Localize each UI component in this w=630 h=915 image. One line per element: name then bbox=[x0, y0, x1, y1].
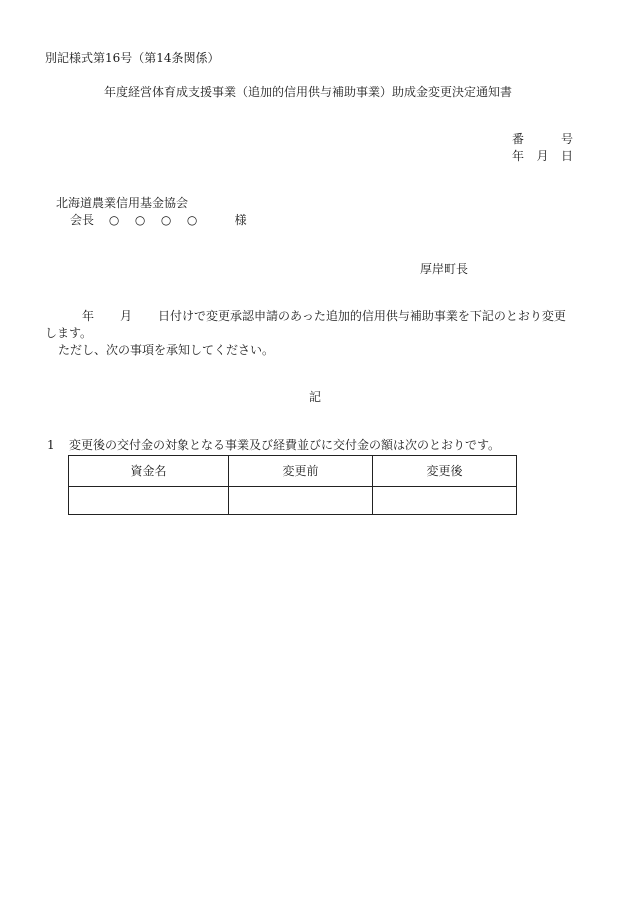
body-line-3: ただし、次の事項を承知してください。 bbox=[58, 343, 275, 357]
ki-heading: 記 bbox=[309, 390, 322, 404]
recipient-position: 会長 bbox=[70, 213, 95, 227]
name-circle: ○ bbox=[134, 213, 146, 227]
recipient-line bbox=[70, 214, 247, 226]
item-text: 変更後の交付金の対象となる事業及び経費並びに交付金の額は次のとおりです。 bbox=[69, 438, 501, 452]
date-month-label: 月 bbox=[536, 149, 549, 163]
header-before-change: 変更前 bbox=[229, 456, 373, 487]
date-day-label: 日 bbox=[560, 149, 573, 163]
name-circle: ○ bbox=[160, 213, 172, 227]
document-number-go: 号 bbox=[560, 132, 573, 146]
document-number-ban: 番 bbox=[512, 132, 525, 146]
date-year-label: 年 bbox=[512, 149, 525, 163]
body-line-2: します。 bbox=[45, 326, 93, 340]
cell-after-change bbox=[373, 487, 517, 515]
cell-before-change bbox=[229, 487, 373, 515]
funding-change-table bbox=[68, 455, 517, 515]
body-date-month: 月 bbox=[120, 309, 133, 323]
table-header-row bbox=[69, 456, 517, 487]
name-circle: ○ bbox=[108, 213, 120, 227]
recipient-organization: 北海道農業信用基金協会 bbox=[56, 196, 189, 210]
cell-fund-name bbox=[69, 487, 229, 515]
document-number bbox=[512, 133, 573, 145]
header-fund-name: 資金名 bbox=[69, 456, 229, 487]
document-title: 年度経営体育成支援事業（追加的信用供与補助事業）助成金変更決定通知書 bbox=[104, 85, 513, 99]
form-number: 別記様式第16号（第14条関係） bbox=[45, 51, 220, 65]
item-number: 1 bbox=[47, 438, 55, 452]
name-circle: ○ bbox=[186, 213, 198, 227]
body-line-1: 日付けで変更承認申請のあった追加的信用供与補助事業を下記のとおり変更 bbox=[158, 309, 566, 323]
sender-title: 厚岸町長 bbox=[420, 262, 469, 276]
recipient-honorific: 様 bbox=[234, 213, 247, 227]
header-after-change: 変更後 bbox=[373, 456, 517, 487]
table-row bbox=[69, 487, 517, 515]
document-date bbox=[512, 150, 573, 162]
body-date-year: 年 bbox=[82, 309, 95, 323]
recipient-name-placeholder bbox=[109, 214, 213, 226]
